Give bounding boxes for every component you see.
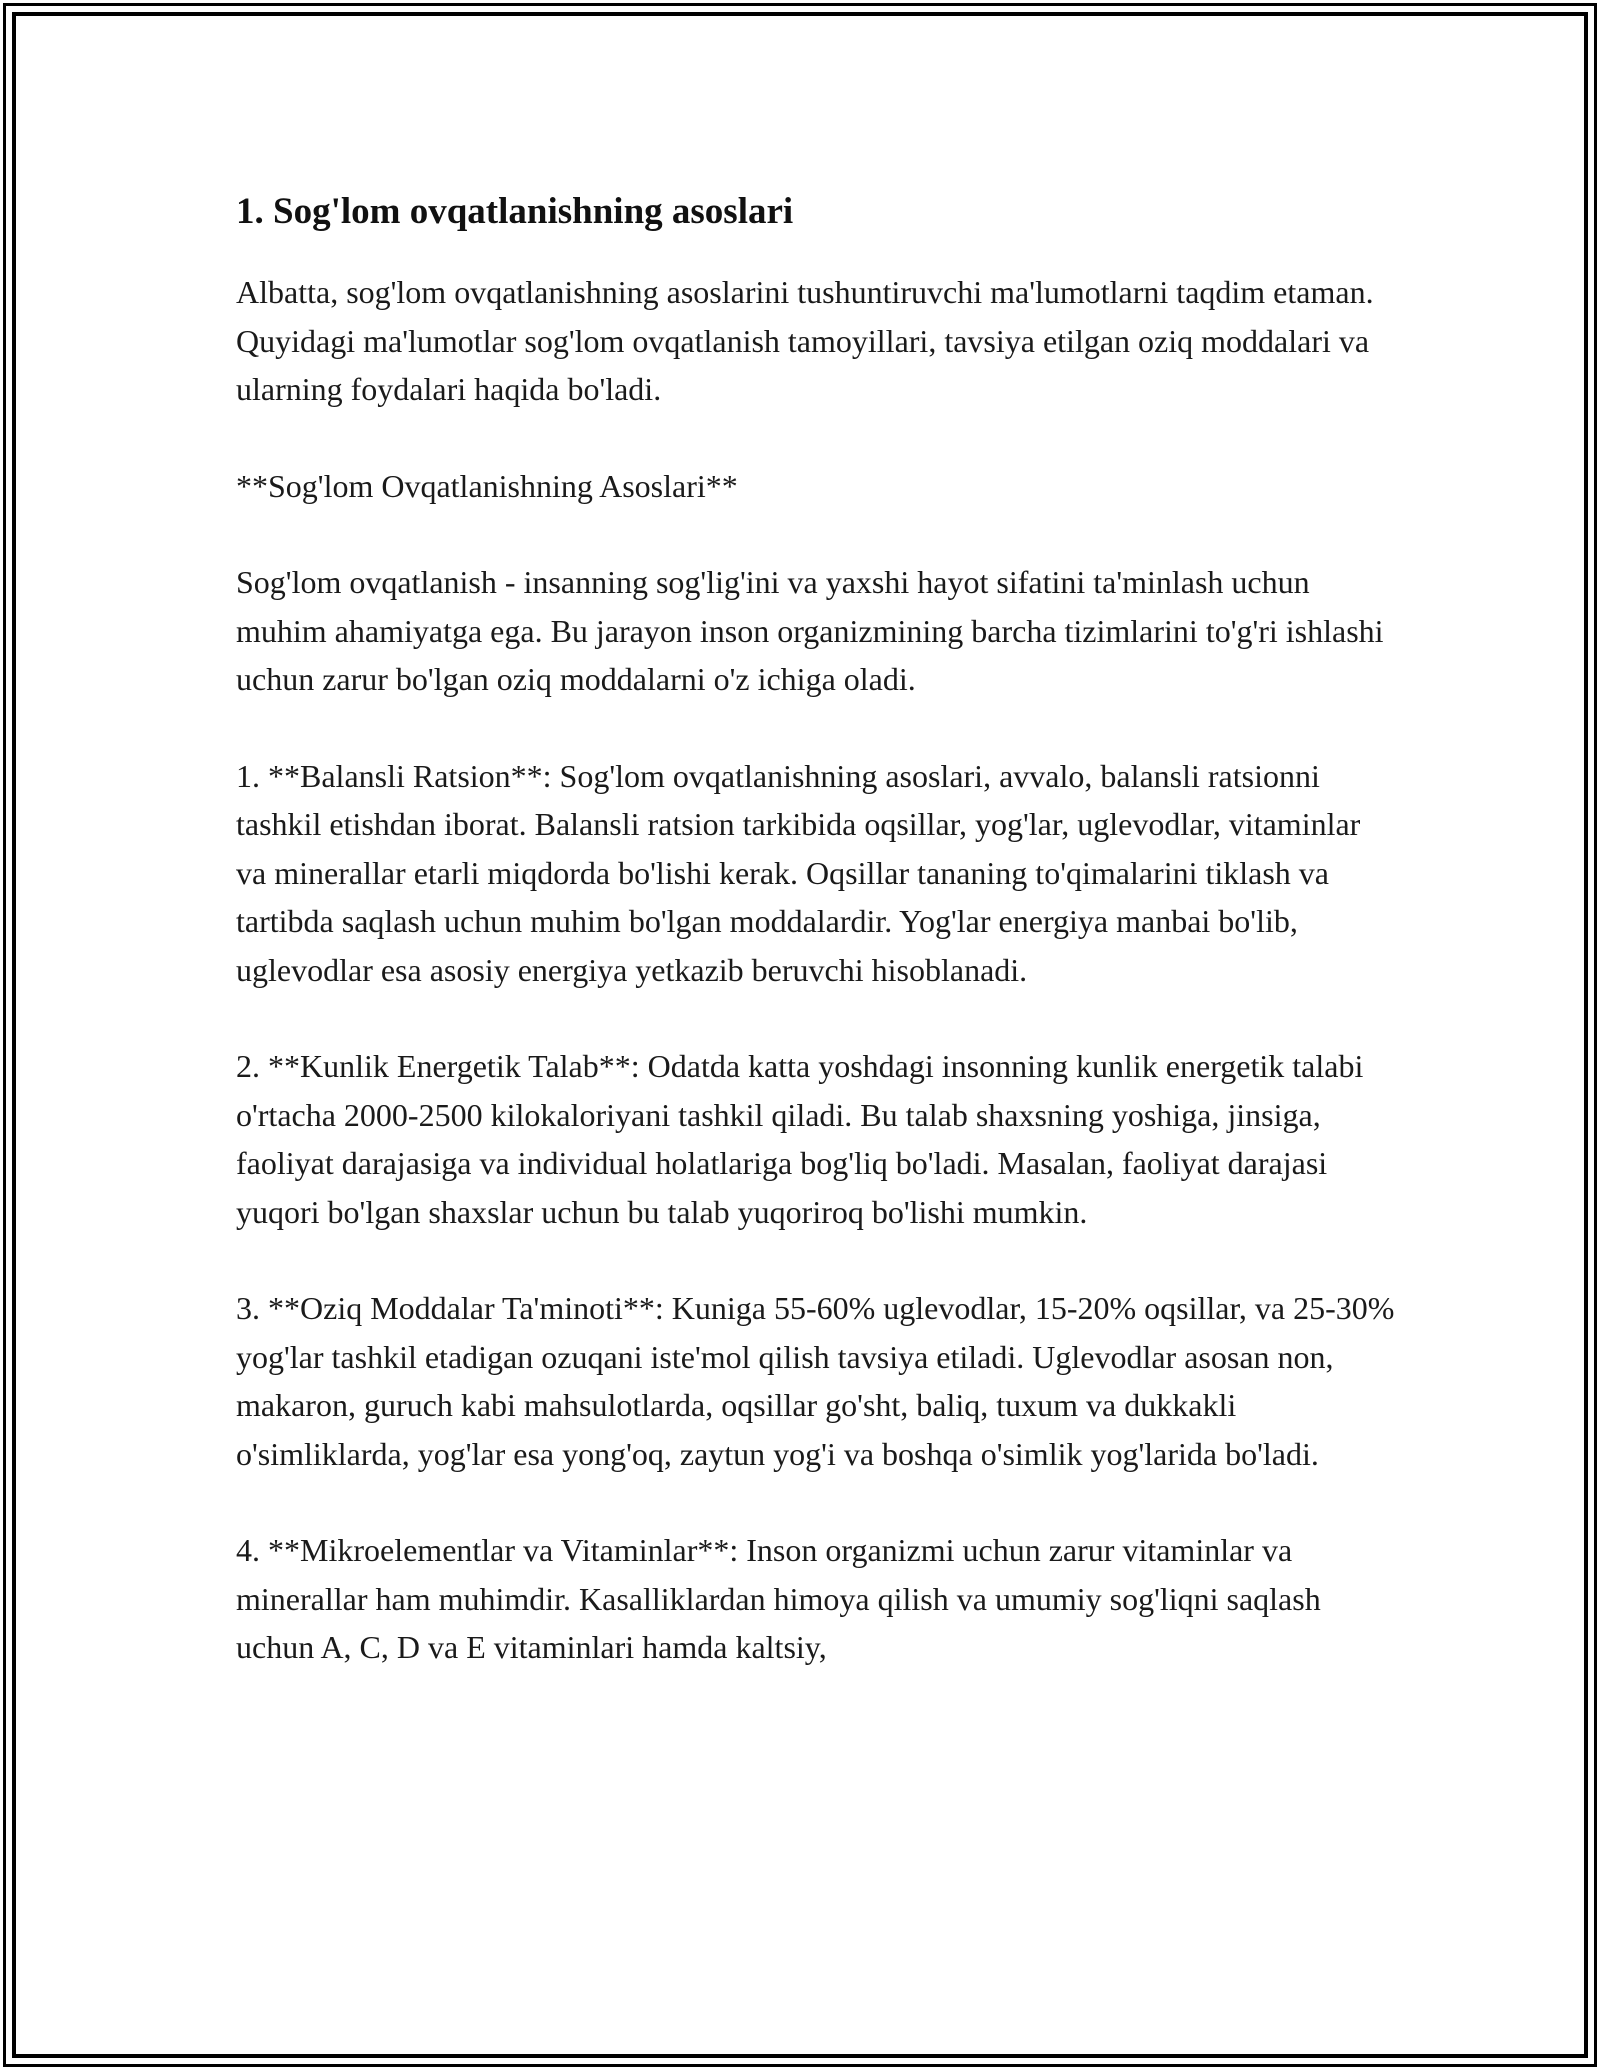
paragraph-nutrient-supply: 3. **Oziq Moddalar Ta'minoti**: Kuniga 55-60% uglevodlar, 15-20% oqsillar, va 25-30% yog'lar tashkil etadigan ozuqani iste'mol qilish tavsiya etiladi. Uglevodlar asosan non, makaron, guruch kabi mahsulotlarda, oqsillar go'sht, baliq, tuxum va dukkakli o'simliklarda, yog'lar esa yong'oq, zaytun yog'i va boshqa o'simlik yog'larida bo'ladi. bbox=[236, 1290, 1395, 1472]
document-body bbox=[236, 186, 1396, 1672]
paragraph-definition: Sog'lom ovqatlanish - insanning sog'lig'ini va yaxshi hayot sifatini ta'minlash uchun muhim ahamiyatga ega. Bu jarayon inson organizmining barcha tizimlarini to'g'ri ishlashi uchun zarur bo'lgan oziq moddalarni o'z ichiga oladi. bbox=[236, 564, 1384, 697]
paragraph-balanced-diet: 1. **Balansli Ratsion**: Sog'lom ovqatlanishning asoslari, avvalo, balansli ratsionni tashkil etishdan iborat. Balansli ratsion tarkibida oqsillar, yog'lar, uglevodlar, vitaminlar va minerallar etarli miqdorda bo'lishi kerak. Oqsillar tananing to'qimalarini tiklash va tartibda saqlash uchun muhim bo'lgan moddalardir. Yog'lar energiya manbai bo'lib, uglevodlar esa asosiy energiya yetkazib beruvchi hisoblanadi. bbox=[236, 757, 1361, 988]
paragraph-daily-energy: 2. **Kunlik Energetik Talab**: Odatda katta yoshdagi insonning kunlik energetik talabi o'rtacha 2000-2500 kilokaloriyani tashkil qiladi. Bu talab shaxsning yoshiga, jinsiga, faoliyat darajasiga va individual holatlariga bog'liq bo'ladi. Masalan, faoliyat darajasi yuqori bo'lgan shaxslar uchun bu talab yuqoriroq bo'lishi mumkin. bbox=[236, 1048, 1364, 1230]
page-title: 1. Sog'lom ovqatlanishning asoslari bbox=[236, 191, 794, 232]
paragraph-intro: Albatta, sog'lom ovqatlanishning asoslarini tushuntiruvchi ma'lumotlarni taqdim etaman. Quyidagi ma'lumotlar sog'lom ovqatlanish tamoyillari, tavsiya etilgan oziq moddalari va ularning foydalari haqida bo'ladi. bbox=[236, 274, 1374, 407]
paragraph-section-heading: **Sog'lom Ovqatlanishning Asoslari** bbox=[236, 467, 738, 504]
paragraph-micronutrients: 4. **Mikroelementlar va Vitaminlar**: Inson organizmi uchun zarur vitaminlar va minerallar ham muhimdir. Kasalliklardan himoya qilish va umumiy sog'liqni saqlash uchun A, C, D va E vitaminlari hamda kaltsiy, bbox=[236, 1532, 1321, 1665]
